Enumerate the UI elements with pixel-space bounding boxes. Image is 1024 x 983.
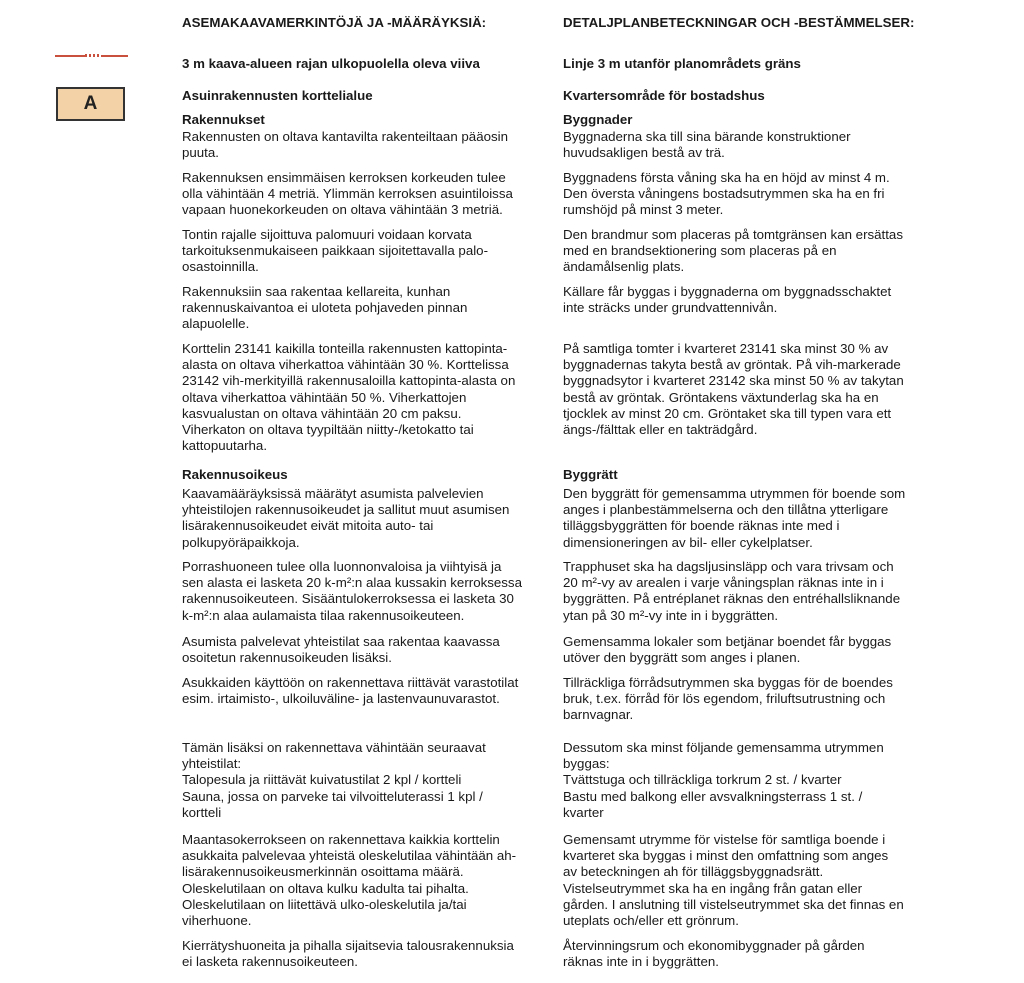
finnish-area-title: Asuinrakennusten korttelialue (182, 88, 373, 103)
finnish-buildings-paragraph-5: Korttelin 23141 kaikilla tonteilla rakennusten kattopinta- alasta on oltava viherkattoa vähintään 30 %. Korttelissa 23142 vih-merkityillä rakennusaloilla kattopinta-alasta on oltava viherkattoa vähintään 50 %. Viherkattojen kasvualustan on oltava vähintään 20 cm paksu. Viherkaton on oltava tyypiltään niitty-/ketokatto tai kattopuutarha. (182, 341, 516, 454)
swedish-buildings-paragraph-3: Den brandmur som placeras på tomtgränsen kan ersättas med en brandsektionering som placeras på en ändamålsenlig plats. (563, 227, 903, 275)
swedish-rights-paragraph-5: Dessutom ska minst följande gemensamma utrymmen byggas: Tvättstuga och tillräckliga torkrum 2 st. / kvarter Bastu med balkong eller avsvalkningsterrass 1 st. / kvarter (563, 740, 884, 820)
finnish-rights-paragraph-4: Asukkaiden käyttöön on rakennettava riittävät varastotilat esim. irtaimisto-, ulkoiluväline- ja lastenvaunuvarastot. (182, 675, 519, 707)
finnish-buildings-paragraph-3: Tontin rajalle sijoittuva palomuuri voidaan korvata tarkoituksenmukaiseen paikkaan sijoitettavalla palo- osastoinnilla. (182, 227, 488, 275)
residential-block-area-symbol: A (56, 87, 125, 121)
swedish-rights-paragraph-7: Återvinningsrum och ekonomibyggnader på gården räknas inte in i byggrätten. (563, 938, 865, 970)
swedish-rights-paragraph-6: Gemensamt utrymme för vistelse för samtliga boende i kvarteret ska byggas i minst den omfattning som anges av beteckningen ah för tilläggsbyggnadsrätt. Vistelseutrymmet ska ha en ingång från gatan eller gården. I anslutning till vistelseutrymmet ska det finnas en uteplats och/eller ett grönrum. (563, 832, 904, 929)
swedish-buildings-paragraph-1: Byggnaderna ska till sina bärande konstruktioner huvudsakligen bestå av trä. (563, 129, 851, 161)
finnish-buildings-paragraph-1: Rakennusten on oltava kantavilta rakenteiltaan pääosin puuta. (182, 129, 508, 161)
swedish-buildings-paragraph-4: Källare får byggas i byggnaderna om byggnadsschaktet inte sträcks under grundvattennivån. (563, 284, 892, 316)
finnish-buildings-paragraph-2: Rakennuksen ensimmäisen kerroksen korkeuden tulee olla vähintään 4 metriä. Ylimmän kerroksen asuintiloissa vapaan huonekorkeuden on oltava vähintään 3 metriä. (182, 170, 513, 218)
finnish-3m-line-label: 3 m kaava-alueen rajan ulkopuolella oleva viiva (182, 56, 480, 71)
swedish-rights-paragraph-3: Gemensamma lokaler som betjänar boendet får byggas utöver den byggrätt som anges i planen. (563, 634, 892, 666)
finnish-buildings-paragraph-4: Rakennuksiin saa rakentaa kellareita, kunhan rakennuskaivantoa ei uloteta pohjaveden pinnan alapuolelle. (182, 284, 468, 332)
finnish-rights-paragraph-2: Porrashuoneen tulee olla luonnonvaloisa ja viihtyisä ja sen alasta ei lasketa 20 k-m²:n alaa kussakin kerroksessa rakennusoikeuteen. Sisääntulokerroksessa ei lasketa 30 k-m²:n alaa aulamaista tilaa rakennusoikeuteen. (182, 559, 522, 623)
finnish-rights-paragraph-1: Kaavamääräyksissä määrätyt asumista palvelevien yhteistilojen rakennusoikeudet ja sallitut muut asumisen lisärakennusoikeudet eivät mitoita auto- tai polkupyöräpaikkoja. (182, 486, 510, 550)
swedish-3m-line-label: Linje 3 m utanför planområdets gräns (563, 56, 801, 71)
swedish-buildings-paragraph-5: På samtliga tomter i kvarteret 23141 ska minst 30 % av byggnadernas takyta bestå av gröntak. På vih-markerade byggnadsytor i kvarteret 23142 ska minst 50 % av takytan bestå av gröntak. Gröntakens växtunderlag ska ha en tjocklek av minst 20 cm. Gröntaket ska till typen vara ett ängs-/fälttak eller en takträdgård. (563, 341, 904, 438)
swedish-rights-paragraph-2: Trapphuset ska ha dagsljusinsläpp och vara trivsam och 20 m²-vy av arealen i varje våningsplan räknas inte in i byggrätten. På entréplanet räknas den entréhallsliknande ytan på 30 m²-vy inte in i byggrätten. (563, 559, 901, 623)
swedish-rights-paragraph-4: Tillräckliga förrådsutrymmen ska byggas för de boendes bruk, t.ex. förråd för lös egendom, friluftsutrustning och barnvagnar. (563, 675, 893, 723)
swedish-rights-paragraph-1: Den byggrätt för gemensamma utrymmen för boende som anges i planbestämmelserna och den tillåtna ytterligare tilläggsbyggrätten för boende räknas inte med i dimensioneringen av bil- eller cykelplatser. (563, 486, 906, 550)
swedish-buildings-paragraph-2: Byggnadens första våning ska ha en höjd av minst 4 m. Den översta våningens bostadsutrymmen ska ha en fri rumshöjd på minst 3 meter. (563, 170, 890, 218)
finnish-rights-paragraph-6: Maantasokerrokseen on rakennettava kaikkia korttelin asukkaita palvelevaa yhteistä oleskelutilaa vähintään ah- lisärakennusoikeusmerkinnän osoittama määrä. Oleskelutilaan on oltava kulku kadulta tai pihalta. Oleskelutilaan on liitettävä ulko-oleskelutila ja/tai viherhuone. (182, 832, 517, 929)
swedish-area-title: Kvartersområde för bostadshus (563, 88, 765, 103)
finnish-rights-paragraph-5: Tämän lisäksi on rakennettava vähintään seuraavat yhteistilat: Talopesula ja riittävät kuivatustilat 2 kpl / kortteli Sauna, jossa on parveke tai vilvoitteluterassi 1 kpl / kortteli (182, 740, 486, 820)
plan-boundary-line-dash-marks (85, 54, 101, 57)
swedish-rights-title: Byggrätt (563, 467, 618, 482)
swedish-heading: DETALJPLANBETECKNINGAR OCH -BESTÄMMELSER: (563, 15, 915, 30)
swedish-buildings-title: Byggnader (563, 112, 633, 127)
finnish-rights-title: Rakennusoikeus (182, 467, 288, 482)
finnish-buildings-title: Rakennukset (182, 112, 265, 127)
finnish-heading: ASEMAKAAVAMERKINTÖJÄ JA -MÄÄRÄYKSIÄ: (182, 15, 487, 30)
finnish-rights-paragraph-3: Asumista palvelevat yhteistilat saa rakentaa kaavassa osoitetun rakennusoikeuden lisäksi. (182, 634, 500, 666)
finnish-rights-paragraph-7: Kierrätyshuoneita ja pihalla sijaitsevia talousrakennuksia ei lasketa rakennusoikeuteen. (182, 938, 514, 970)
